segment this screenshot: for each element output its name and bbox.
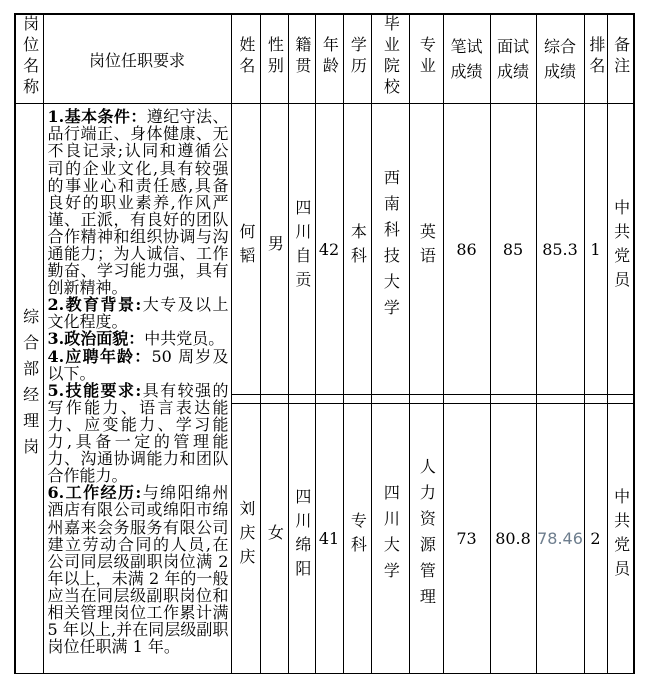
candidate1-education: 本科 xyxy=(348,223,368,271)
col-header-education-label: 学历 xyxy=(348,36,368,78)
candidate1-remark-cell xyxy=(607,104,634,395)
candidate2-interview-score-cell: 80.8 xyxy=(490,404,536,674)
candidate1-overall-score-cell: 85.3 xyxy=(536,104,584,395)
col-header-gender xyxy=(260,14,288,104)
candidate1-education-cell xyxy=(343,104,371,395)
header-row xyxy=(15,14,634,104)
col-header-university xyxy=(371,14,409,104)
col-header-age xyxy=(315,14,343,104)
candidate-row-1 xyxy=(15,104,634,395)
candidate1-rank-cell: 1 xyxy=(584,104,607,395)
col-header-remark xyxy=(607,14,634,104)
col-header-education xyxy=(343,14,371,104)
candidate2-education-cell xyxy=(343,404,371,674)
col-header-university-label: 毕业院校 xyxy=(381,15,401,99)
candidate1-name: 何韬 xyxy=(236,223,256,271)
candidate1-name-cell xyxy=(231,104,260,395)
col-header-requirements: 岗位任职要求 xyxy=(43,14,231,104)
candidate2-remark: 中共党员 xyxy=(611,488,631,585)
position-name-text: 综合部经理岗 xyxy=(20,308,40,465)
col-header-native-place xyxy=(288,14,315,104)
col-header-name xyxy=(231,14,260,104)
requirements-cell xyxy=(43,104,231,674)
divider-cell xyxy=(343,395,371,404)
requirement-item: 4.应聘年龄：50 周岁及以下。 xyxy=(47,346,229,383)
candidates-table xyxy=(14,13,635,674)
col-header-rank-label: 排名 xyxy=(586,36,606,78)
candidate2-major: 人力资源管理 xyxy=(417,458,437,615)
col-header-position-name xyxy=(15,14,43,104)
divider-cell xyxy=(260,395,288,404)
col-header-interview-score: 面试成绩 xyxy=(490,14,536,104)
candidate2-university-cell xyxy=(371,404,409,674)
col-header-native-place-label: 籍贯 xyxy=(292,36,312,78)
position-name-cell xyxy=(15,104,43,674)
col-header-name-label: 姓名 xyxy=(236,36,256,78)
col-header-major xyxy=(409,14,443,104)
candidate2-education: 专科 xyxy=(348,512,368,561)
col-header-age-label: 年龄 xyxy=(320,36,340,78)
candidate1-gender-cell xyxy=(260,104,288,395)
candidate2-gender: 女 xyxy=(265,524,285,549)
candidate2-university: 四川大学 xyxy=(381,484,401,589)
candidate2-gender-cell xyxy=(260,404,288,674)
candidate1-gender: 男 xyxy=(265,235,285,259)
col-header-overall-score: 综合成绩 xyxy=(536,14,584,104)
col-header-written-score: 笔试成绩 xyxy=(443,14,490,104)
candidate1-native-place-cell xyxy=(288,104,315,395)
requirement-item: 3.政治面貌：中共党员。 xyxy=(47,329,225,349)
requirement-item: 6.工作经历:与绵阳绵州酒店有限公司或绵阳市绵州嘉来会务服务有限公司建立劳动合同的人员,在公司同层级副职岗位满 2 年以上，未满 2 年的一般应当在同层级副职岗位和相关管理岗位工作累计满 5 年以上,并在同层级副职岗位任职满 1 年。 xyxy=(47,483,229,657)
candidate1-major-cell xyxy=(409,104,443,395)
candidate2-native-place: 四川绵阳 xyxy=(292,488,312,585)
divider-cell xyxy=(443,395,490,404)
candidate1-major: 英语 xyxy=(417,223,437,271)
divider-cell xyxy=(288,395,315,404)
requirement-item: 2.教育背景:大专及以上文化程度。 xyxy=(47,295,229,332)
col-header-position-name-label: 岗位名称 xyxy=(20,15,40,99)
divider-cell xyxy=(371,395,409,404)
requirement-item: 1.基本条件：遵纪守法、品行端正、身体健康、无不良记录;认同和遵循公司的企业文化,具有较强的事业心和责任感,具备良好的职业素养,作风严谨、正派，有良好的团队合作精神和组织协调与沟通能力；为人诚信、工作勤奋、学习能力强，具有创新精神。 xyxy=(47,107,229,298)
candidate2-major-cell xyxy=(409,404,443,674)
divider-cell xyxy=(536,395,584,404)
candidate1-interview-score-cell: 85 xyxy=(490,104,536,395)
divider-cell xyxy=(231,395,260,404)
divider-cell xyxy=(409,395,443,404)
candidate2-name: 刘庆庆 xyxy=(236,500,256,573)
candidate2-rank-cell: 2 xyxy=(584,404,607,674)
candidate1-age-cell: 42 xyxy=(315,104,343,395)
candidate2-age-cell: 41 xyxy=(315,404,343,674)
candidate2-native-place-cell xyxy=(288,404,315,674)
candidate1-native-place: 四川自贡 xyxy=(292,199,312,295)
divider-cell xyxy=(584,395,607,404)
divider-cell xyxy=(490,395,536,404)
requirement-item: 5.技能要求:具有较强的写作能力、语言表达能力、应变能力、学习能力,具备一定的管理能力、沟通协调能力和团队合作能力。 xyxy=(47,380,229,486)
candidate1-remark: 中共党员 xyxy=(611,199,631,295)
candidate2-remark-cell xyxy=(607,404,634,674)
candidate1-university: 西南科技大学 xyxy=(381,169,401,325)
candidate2-overall-score-cell: 78.46 xyxy=(536,404,584,674)
candidate1-university-cell xyxy=(371,104,409,395)
col-header-remark-label: 备注 xyxy=(611,36,631,78)
divider-cell xyxy=(607,395,634,404)
candidate1-written-score-cell: 86 xyxy=(443,104,490,395)
col-header-rank xyxy=(584,14,607,104)
col-header-major-label: 专业 xyxy=(417,36,437,78)
candidate2-name-cell xyxy=(231,404,260,674)
requirements-text xyxy=(44,106,231,670)
divider-cell xyxy=(315,395,343,404)
candidate2-written-score-cell: 73 xyxy=(443,404,490,674)
col-header-gender-label: 性别 xyxy=(265,36,285,78)
